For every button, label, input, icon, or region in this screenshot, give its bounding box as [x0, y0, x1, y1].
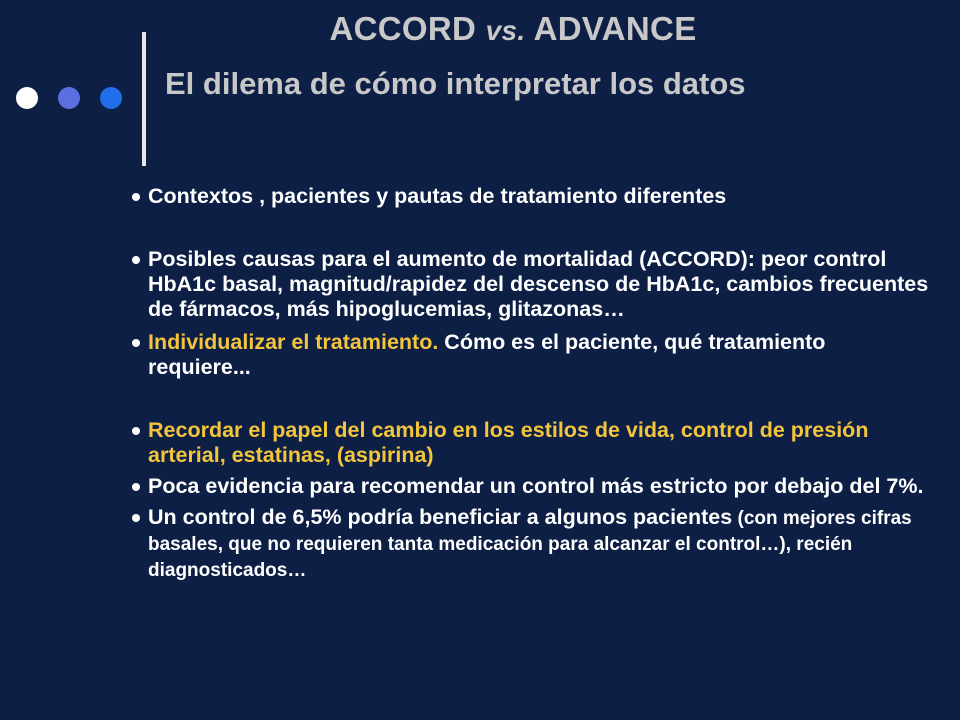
- bullet-item: [130, 418, 930, 468]
- bullet-text: Posibles causas para el aumento de mortalidad (ACCORD): peor control HbA1c basal, magnitud/rapidez del descenso de HbA1c, cambios frecuentes de fármacos, más hipoglucemias, glitazonas…: [148, 247, 929, 321]
- bullet-list: [130, 184, 930, 583]
- bullet-item: [130, 474, 930, 499]
- bullet-small-text: (con mejores cifras basales, que no requieren tanta medicación para alcanzar el control…), recién diagnosticados…: [148, 508, 912, 581]
- bullet-highlight-text: Recordar el papel del cambio en los estilos de vida, control de presión arterial, estatinas, (aspirina): [148, 418, 869, 467]
- bullet-text: Un control de 6,5% podría beneficiar a algunos pacientes: [148, 505, 733, 529]
- slide-subtitle: El dilema de cómo interpretar los datos: [165, 66, 746, 101]
- bullet-highlight-text: Individualizar el tratamiento.: [148, 330, 439, 354]
- white-dot-icon: [16, 87, 38, 109]
- slide-title: [0, 10, 960, 48]
- bullet-text: Poca evidencia para recomendar un control más estricto por debajo del 7%.: [148, 474, 924, 498]
- title-part1: ACCORD: [329, 10, 477, 47]
- purple-dot-icon: [58, 87, 80, 109]
- bullet-text: Cómo es el paciente, qué tratamiento requiere...: [148, 330, 826, 379]
- blue-dot-icon: [100, 87, 122, 109]
- title-part2: ADVANCE: [533, 10, 697, 47]
- vertical-divider: [142, 32, 146, 166]
- bullet-item: [130, 247, 930, 322]
- bullet-item: [130, 505, 930, 583]
- bullet-item: [130, 330, 930, 380]
- bullet-item: [130, 184, 930, 209]
- bullet-text: Contextos , pacientes y pautas de tratamiento diferentes: [148, 184, 727, 208]
- title-vs: vs.: [485, 15, 526, 46]
